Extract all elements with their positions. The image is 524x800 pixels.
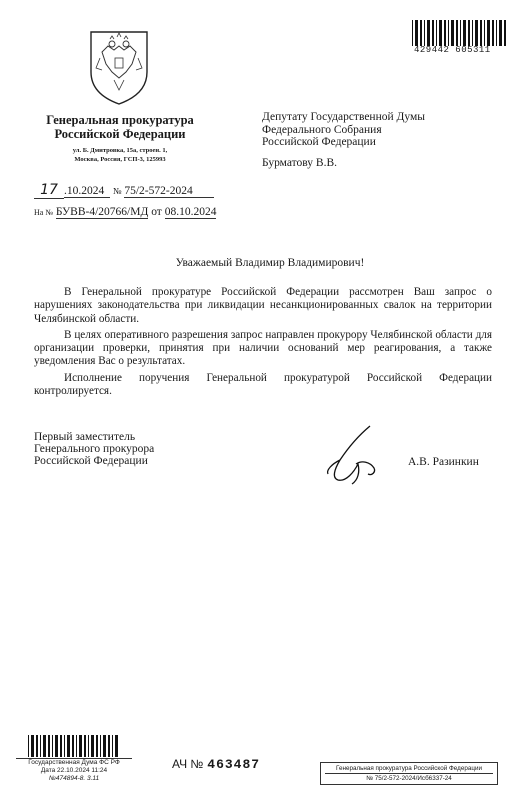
ach-block [172, 755, 260, 773]
body-paragraph-2: В целях оперативного разрешения запрос направлен прокурору Челябинской области для организации проверки, принятия при наличии оснований мер реагирования, а также уведомления Вас о результатах. [34, 328, 492, 368]
prosecutor-stamp-line1: Генеральная прокуратура Российской Федерации [325, 764, 493, 774]
addressee-line2: Федерального Собрания [262, 123, 382, 136]
registration-date: .10.2024 [64, 185, 110, 198]
addressee-block [262, 111, 425, 169]
bottom-left-barcode [28, 735, 120, 757]
signer-title-line1: Первый заместитель [34, 431, 136, 443]
sender-address-line2: Москва, Россия, ГСП-3, 125993 [74, 156, 166, 163]
addressee-line3: Российской Федерации [262, 136, 376, 148]
body-paragraph-3: Исполнение поручения Генеральной прокуратурой Российской Федерации контролируется. [34, 371, 492, 398]
reference-number: БУВВ-4/20766/МД [55, 206, 149, 218]
signer-name: А.В. Разинкин [408, 456, 479, 468]
duma-stamp-line1: Государственная Дума ФС РФ [16, 758, 132, 767]
signer-title [34, 431, 154, 467]
handwritten-signature [318, 420, 388, 490]
greeting: Уважаемый Владимир Владимирович! [175, 257, 365, 269]
registration-day: 17 [34, 182, 64, 199]
signer-title-line3: Российской Федерации [34, 455, 148, 467]
reference-line [34, 206, 216, 219]
sender-address-line1: ул. Б. Дмитровка, 15а, строен. 1, [72, 147, 168, 154]
reference-from: от [151, 206, 162, 218]
letter-body [34, 286, 492, 401]
registration-number: 75/2-572-2024 [124, 185, 214, 198]
prosecutor-stamp-line2: № 75/2-572-2024/Исб6337-24 [366, 775, 452, 782]
prosecutor-registration-stamp [320, 762, 498, 785]
signer-title-line2: Генерального прокурора [34, 443, 155, 455]
duma-stamp-line3: №474894-8. 3.11 [48, 775, 100, 782]
top-barcode-number: 429442 605311 [414, 45, 491, 55]
registration-line [34, 182, 214, 199]
duma-stamp-line2: Дата 22.10.2024 11:24 [40, 767, 108, 774]
sender-name-line1: Генеральная прокуратура [46, 113, 194, 127]
reference-label: На № [34, 208, 53, 217]
ach-label: АЧ № [172, 757, 204, 771]
addressee-line1: Депутату Государственной Думы [262, 111, 425, 123]
top-barcode [412, 20, 506, 46]
duma-registration-stamp [16, 758, 132, 783]
registration-number-label: № [112, 186, 122, 196]
addressee-name: Бурматову В.В. [262, 156, 338, 169]
body-paragraph-1: В Генеральной прокуратуре Российской Федерации рассмотрен Ваш запрос о нарушениях законодательства при ликвидации несанкционированных свалок на территории Челябинской области. [34, 286, 492, 325]
sender-name [30, 113, 210, 141]
ach-number: 463487 [207, 757, 261, 772]
reference-date: 08.10.2024 [164, 206, 217, 218]
sender-address [30, 146, 210, 164]
sender-name-line2: Российской Федерации [54, 127, 186, 141]
coat-of-arms-icon [86, 28, 152, 106]
